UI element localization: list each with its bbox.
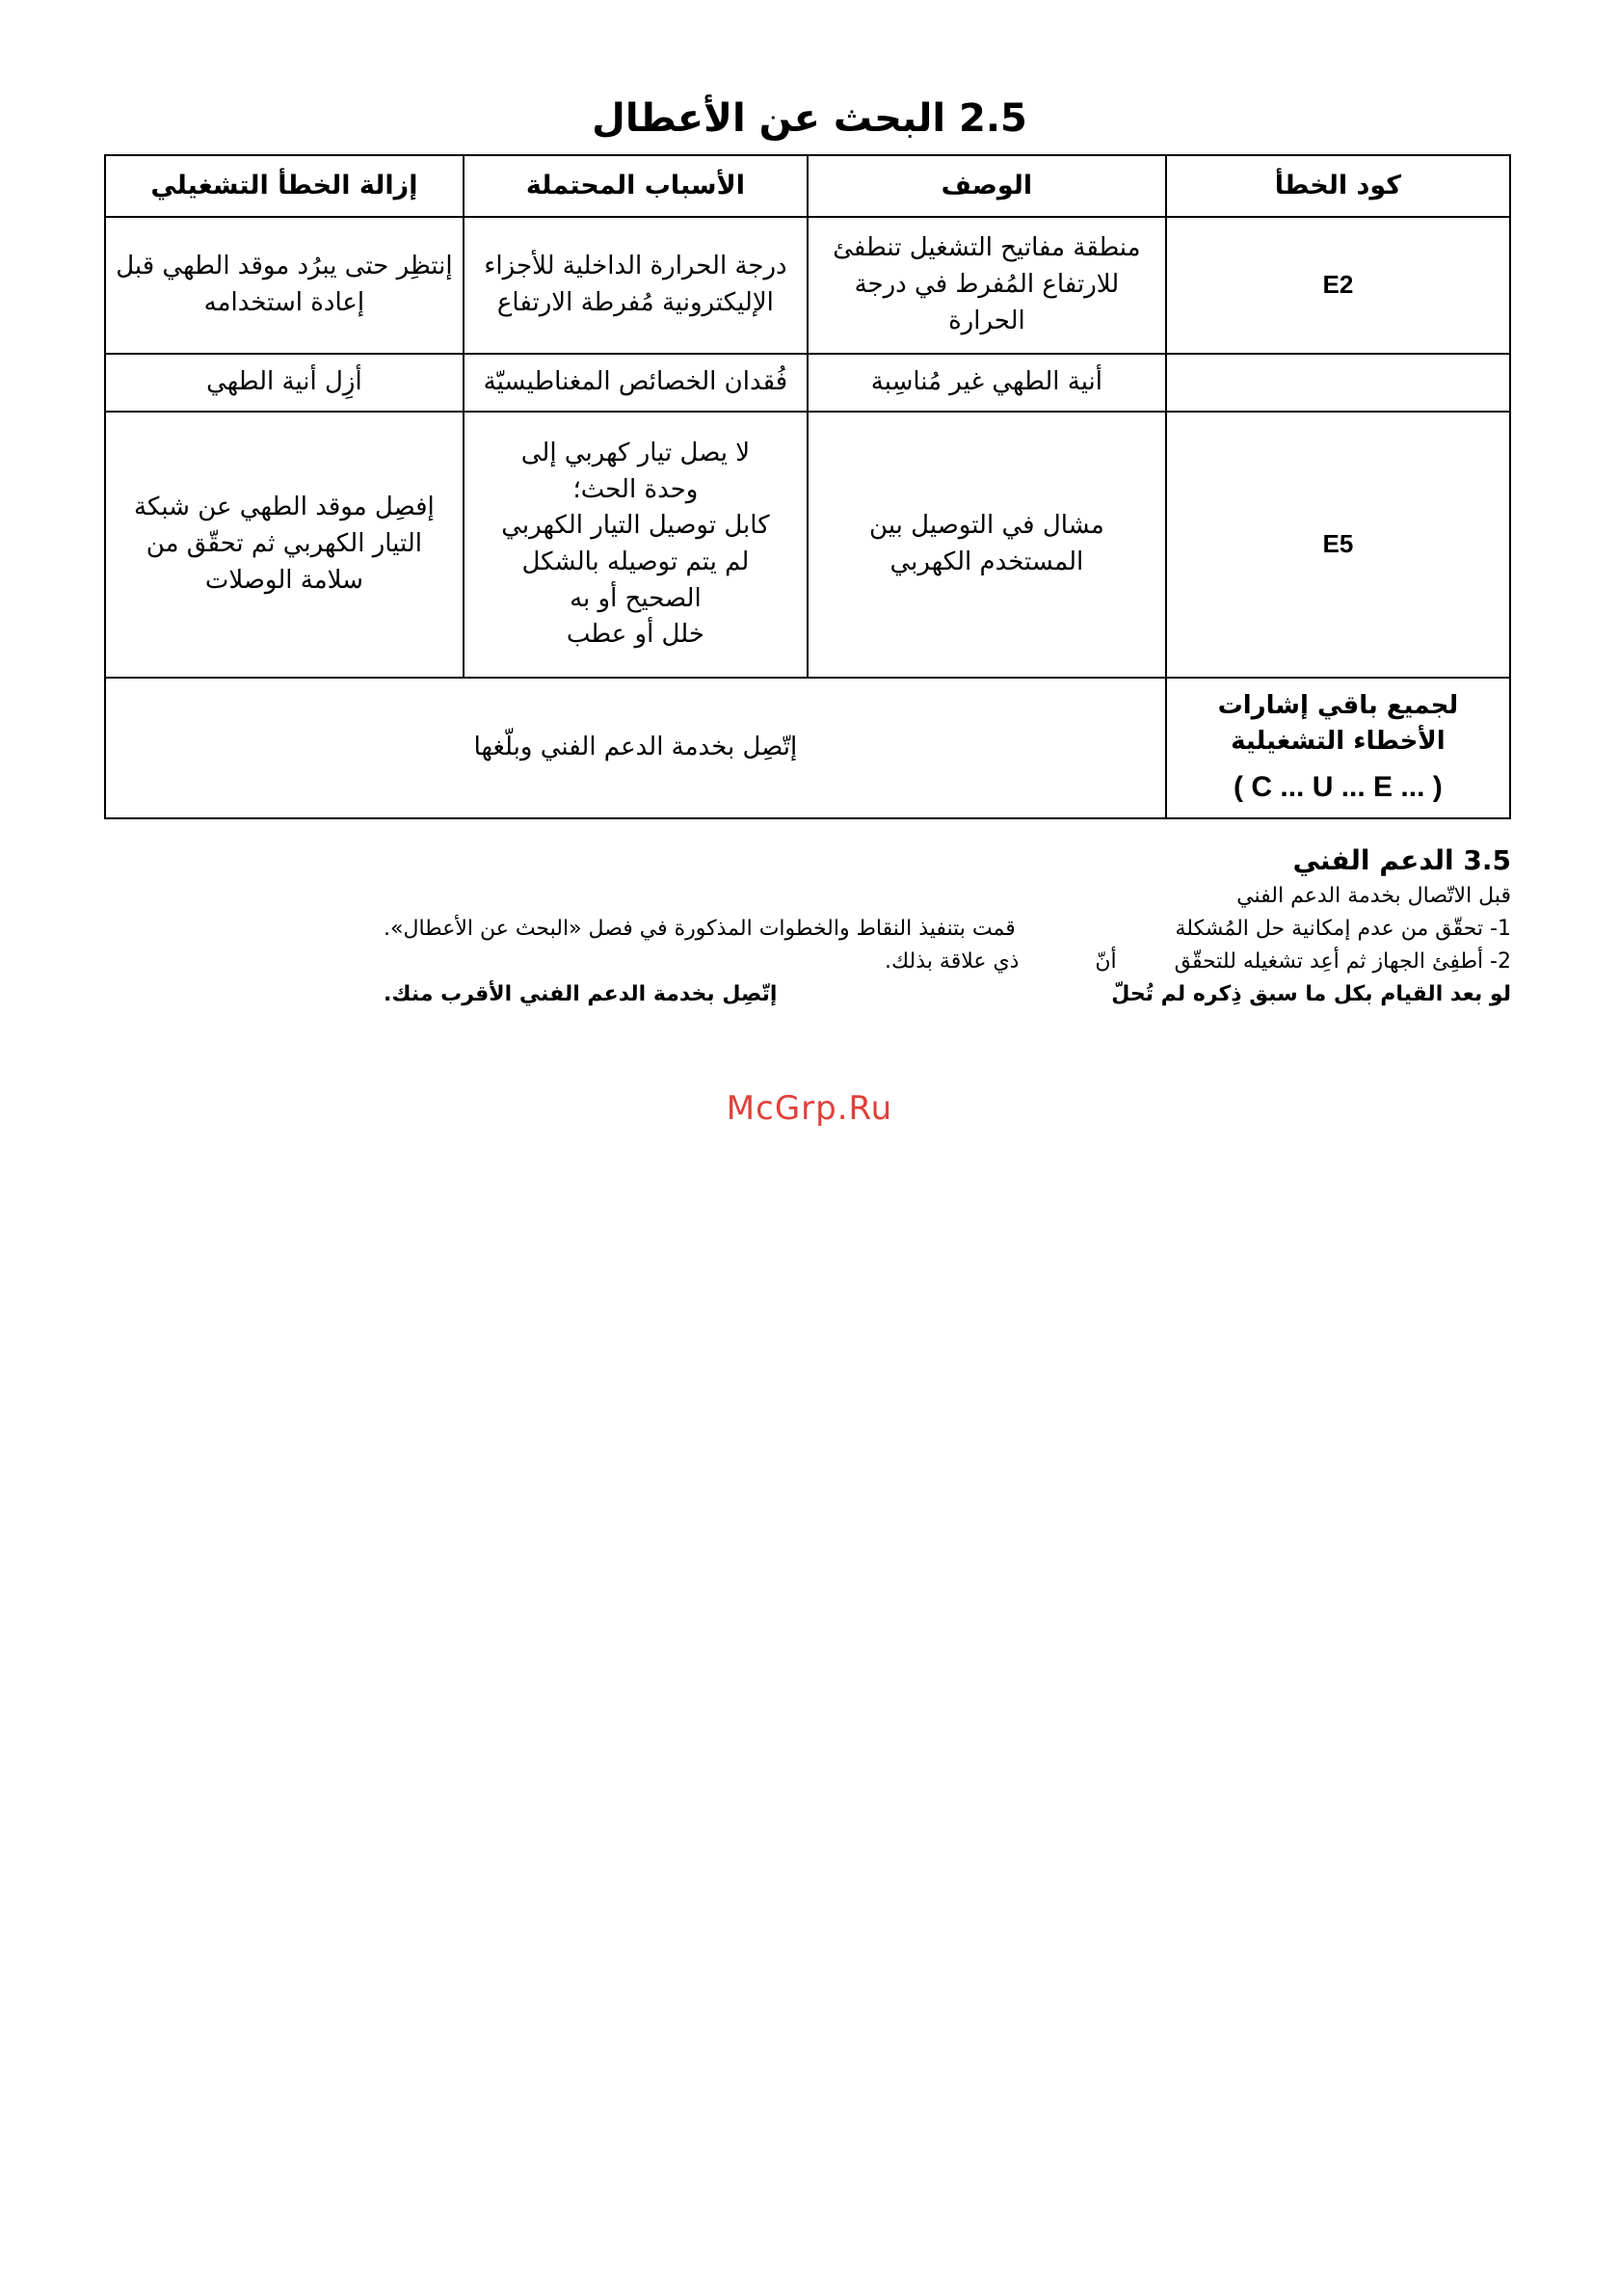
error-description: أنية الطهي غير مُناسِبة xyxy=(808,354,1166,412)
table-header-row xyxy=(105,155,1510,217)
step-2-continuation: ذي علاقة بذلك. xyxy=(885,949,1020,974)
table-row xyxy=(105,412,1510,678)
technical-support-section xyxy=(94,844,1511,1011)
error-description: منطقة مفاتيح التشغيل تنطفئ للارتفاع المُفرط في درجة الحرارة xyxy=(808,217,1166,354)
error-causes xyxy=(464,217,808,354)
step-1-text: 1- تحقّق من عدم إمكانية حل المُشكلة xyxy=(1175,917,1511,942)
cause-line: كابل توصيل التيار الكهربي xyxy=(501,511,770,541)
section-title: 2.5 البحث عن الأعطال xyxy=(592,96,1027,141)
step-1-continuation: قمت بتنفيذ النقاط والخطوات المذكورة في فصل «البحث عن الأعطال». xyxy=(384,917,1016,942)
other-errors-label: لجميع باقي إشارات الأخطاء التشغيلية xyxy=(1217,690,1459,757)
cause-line: درجة الحرارة الداخلية للأجزاء الإليكترونية مُفرطة الارتفاع xyxy=(484,252,787,317)
cause-line: خلل أو عطب xyxy=(566,620,704,650)
error-code: E2 xyxy=(1166,217,1510,354)
watermark-text: McGrp.Ru xyxy=(726,1089,893,1128)
error-code: E5 xyxy=(1166,412,1510,678)
troubleshooting-table xyxy=(104,154,1511,819)
cause-line: لا يصل تيار كهربي إلى xyxy=(520,438,751,467)
step-2-lead: 2- أطفِئ الجهاز ثم أعِد تشغيله للتحقّق xyxy=(1174,949,1511,974)
step-2-connector: أنّ xyxy=(1095,949,1117,974)
table-row xyxy=(105,217,1510,354)
header-causes: الأسباب المحتملة xyxy=(464,155,808,217)
step-3-continuation: إتّصِل بخدمة الدعم الفني الأقرب منك. xyxy=(384,982,778,1007)
table-row-other-errors xyxy=(105,678,1510,818)
support-step-1 xyxy=(94,913,1511,946)
support-step-3 xyxy=(94,978,1511,1011)
cause-line: وحدة الحث؛ xyxy=(572,474,699,504)
error-code xyxy=(1166,354,1510,412)
support-intro: قبل الاتّصال بخدمة الدعم الفني xyxy=(1236,884,1511,908)
header-remedy: إزالة الخطأ التشغيلي xyxy=(105,155,464,217)
other-errors-action: إتّصِل بخدمة الدعم الفني وبلّغها xyxy=(105,678,1166,818)
step-2-text xyxy=(1095,946,1511,978)
other-errors-cell xyxy=(1166,678,1510,818)
header-description: الوصف xyxy=(808,155,1166,217)
step-3-text: لو بعد القيام بكل ما سبق ذِكره لم تُحلّ xyxy=(1111,982,1511,1007)
cause-line: فُقدان الخصائص المغناطيسيّة xyxy=(483,367,788,397)
header-code: كود الخطأ xyxy=(1166,155,1510,217)
error-description: مشال في التوصيل بين المستخدم الكهربي xyxy=(808,412,1166,678)
table-row xyxy=(105,354,1510,412)
support-step-2 xyxy=(94,946,1511,978)
support-title: 3.5 الدعم الفني xyxy=(1292,844,1511,876)
error-remedy: إنتظِر حتى يبرُد موقد الطهي قبل إعادة استخدامه xyxy=(105,217,464,354)
error-remedy: إفصِل موقد الطهي عن شبكة التيار الكهربي ثم تحقّق من سلامة الوصلات xyxy=(105,412,464,678)
error-causes xyxy=(464,354,808,412)
cause-line: لم يتم توصيله بالشكل xyxy=(521,547,750,576)
cause-line: الصحيح أو به xyxy=(570,583,702,613)
error-causes xyxy=(464,412,808,678)
other-errors-codes: ( C ... U ... E ... ) xyxy=(1234,770,1443,803)
error-remedy: أزِل أنية الطهي xyxy=(105,354,464,412)
